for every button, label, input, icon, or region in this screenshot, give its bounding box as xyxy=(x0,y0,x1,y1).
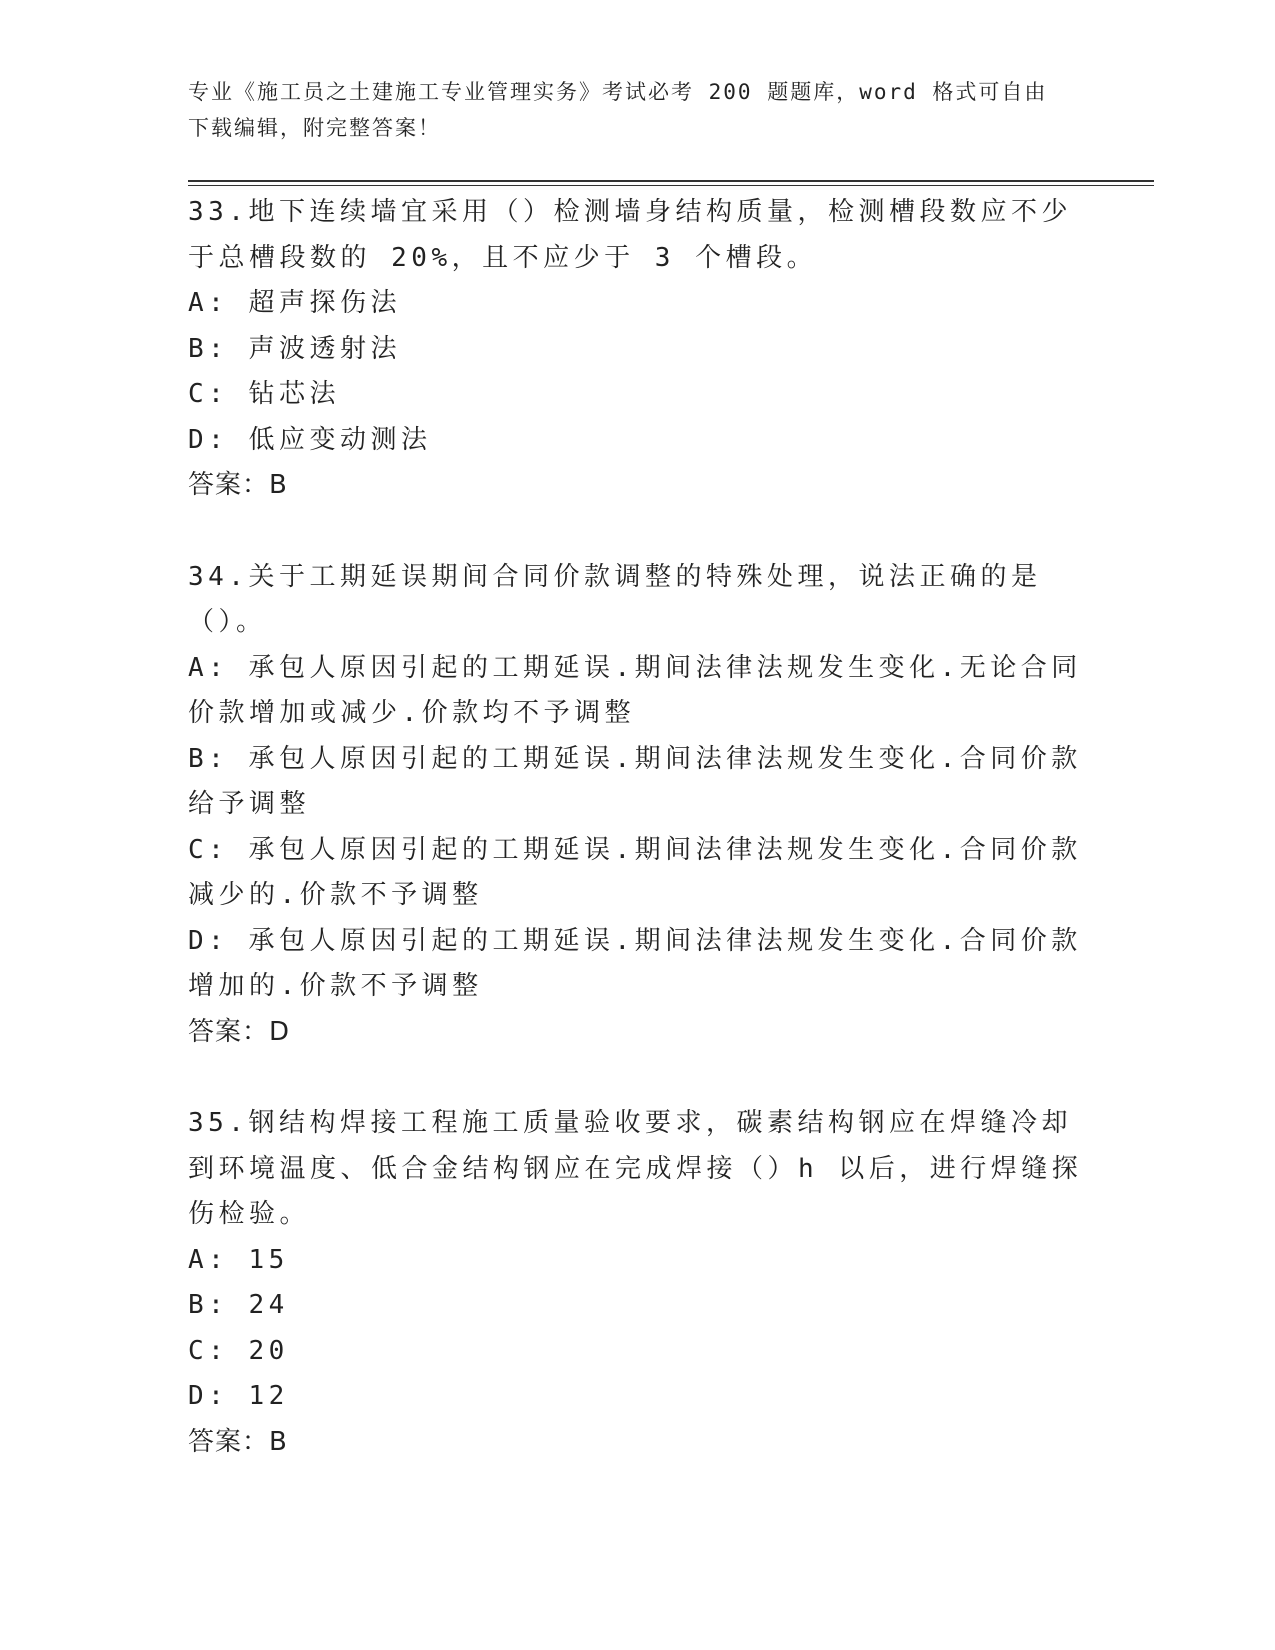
question-33 xyxy=(188,190,1088,509)
option-b: B: 24 xyxy=(188,1290,289,1320)
header-divider-thick xyxy=(188,180,1154,182)
option-d: D: 低应变动测法 xyxy=(188,424,432,455)
question-34 xyxy=(188,555,1088,1056)
option-a: A: 承包人原因引起的工期延误.期间法律法规发生变化.无论合同价款增加或减少.价款均不予调整 xyxy=(188,652,1082,728)
question-list xyxy=(188,190,1088,1465)
document-header: 专业《施工员之土建施工专业管理实务》考试必考 200 题题库，word 格式可自由下载编辑，附完整答案！ xyxy=(188,80,1048,140)
option-a: A: 超声探伤法 xyxy=(188,288,401,318)
question-text: 35.钢结构焊接工程施工质量验收要求，碳素结构钢应在焊缝冷却到环境温度、低合金结构钢应在完成焊接（）h 以后，进行焊缝探伤检验。 xyxy=(188,1108,1083,1229)
option-c: C: 承包人原因引起的工期延误.期间法律法规发生变化.合同价款减少的.价款不予调整 xyxy=(188,834,1082,910)
option-c: C: 20 xyxy=(188,1335,289,1366)
question-text: 34.关于工期延误期间合同价款调整的特殊处理，说法正确的是（）。 xyxy=(188,561,1042,637)
question-spacer xyxy=(188,509,1088,555)
answer: 答案：B xyxy=(188,470,288,500)
option-b: B: 声波透射法 xyxy=(188,333,401,364)
option-a: A: 15 xyxy=(188,1244,289,1275)
header-divider-thin xyxy=(188,185,1154,186)
question-spacer xyxy=(188,1055,1088,1101)
option-c: C: 钻芯法 xyxy=(188,379,340,409)
question-35 xyxy=(188,1101,1088,1465)
option-d: D: 承包人原因引起的工期延误.期间法律法规发生变化.合同价款增加的.价款不予调整 xyxy=(188,925,1082,1001)
option-b: B: 承包人原因引起的工期延误.期间法律法规发生变化.合同价款给予调整 xyxy=(188,743,1082,819)
option-d: D: 12 xyxy=(188,1381,289,1411)
answer: 答案：B xyxy=(188,1426,288,1457)
question-text: 33.地下连续墙宜采用（）检测墙身结构质量，检测槽段数应不少于总槽段数的 20%，且不应少于 3 个槽段。 xyxy=(188,197,1072,273)
answer: 答案：D xyxy=(188,1016,291,1047)
